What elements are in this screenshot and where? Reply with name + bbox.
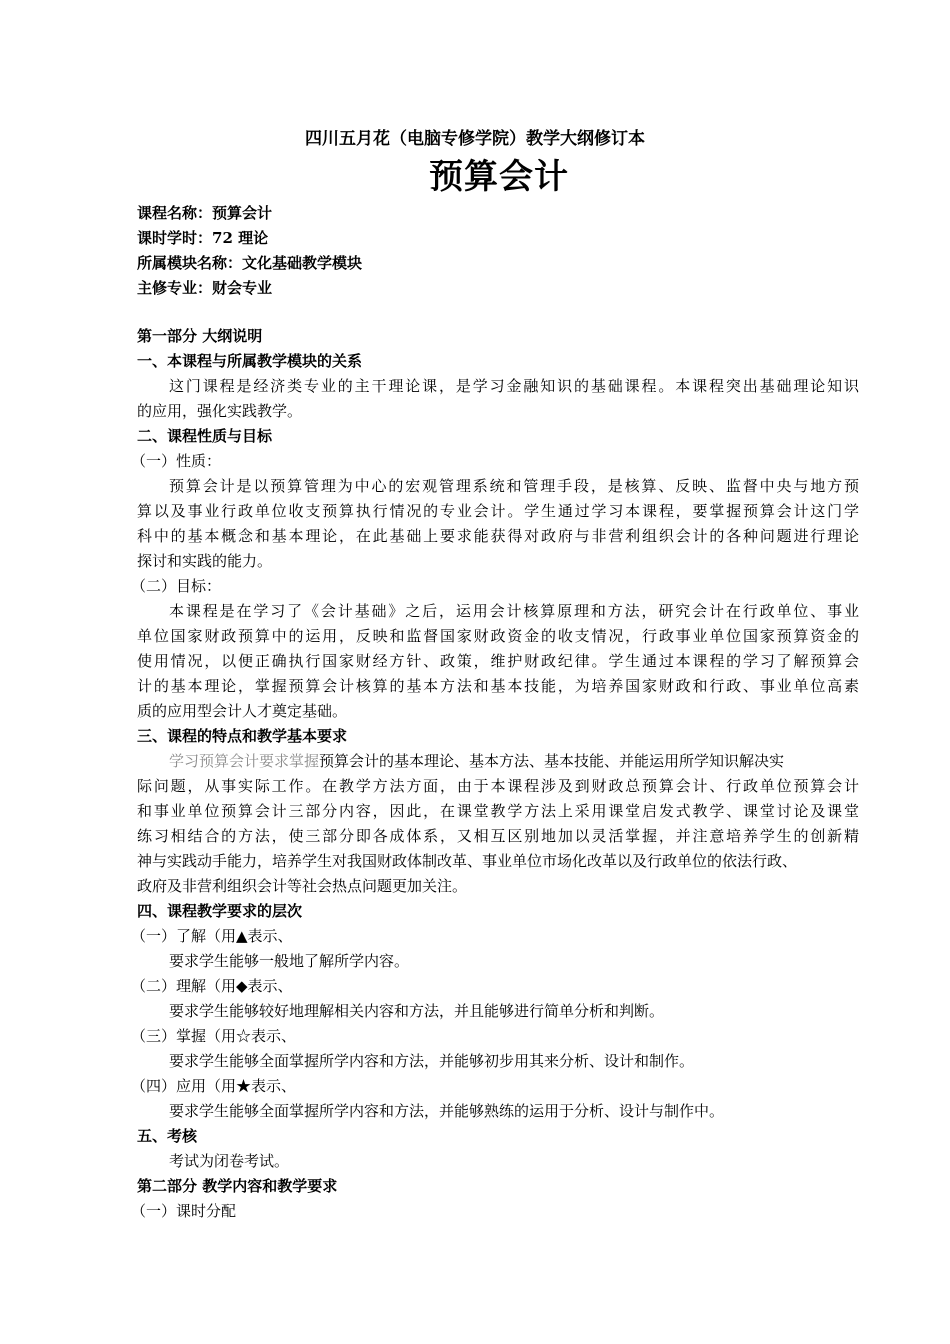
section2-heading: 二、课程性质与目标 <box>137 427 273 445</box>
section1-heading: 一、本课程与所属教学模块的关系 <box>137 352 363 370</box>
level-description: 要求学生能够全面掌握所学内容和方法，并能够熟练的运用于分析、设计与制作中。 <box>169 1102 725 1120</box>
course-meta <box>137 201 857 301</box>
section3-line-rest: 预算会计的基本理论、基本方法、基本技能、并能运用所学知识解决实 <box>319 752 785 770</box>
exam-text: 考试为闭卷考试。 <box>169 1152 290 1170</box>
nature-label: （一）性质： <box>131 452 222 470</box>
level-label: （三）掌握（用☆表示、 <box>131 1027 297 1045</box>
section3-paragraph-line: 和事业单位预算会计三部分内容，因此，在课堂教学方法上采用课堂启发式教学、课堂讨论及课堂 <box>137 802 859 820</box>
institution-title: 四川五月花（电脑专修学院）教学大纲修订本 <box>305 129 645 149</box>
part1-heading: 第一部分 大纲说明 <box>137 327 263 345</box>
section3-paragraph-line <box>137 749 859 774</box>
goal-paragraph-line: 质的应用型会计人才奠定基础。 <box>137 702 348 720</box>
goal-paragraph-line: 本课程是在学习了《会计基础》之后，运用会计核算原理和方法，研究会计在行政单位、事业 <box>169 602 859 620</box>
nature-paragraph-line: 算以及事业行政单位收支预算执行情况的专业会计。学生通过学习本课程，要掌握预算会计这门学 <box>137 502 859 520</box>
goal-label: （二）目标： <box>131 577 222 595</box>
level-label: （一）了解（用▲表示、 <box>131 927 293 945</box>
level-label: （四）应用（用★表示、 <box>131 1077 297 1095</box>
goal-paragraph-line: 单位国家财政预算中的运用，反映和监督国家财政资金的收支情况，行政事业单位国家预算资金的 <box>137 627 859 645</box>
section3-heading: 三、课程的特点和教学基本要求 <box>137 727 348 745</box>
part2-heading: 第二部分 教学内容和教学要求 <box>137 1177 338 1195</box>
course-major: 主修专业：财会专业 <box>137 279 273 297</box>
section4-heading: 四、课程教学要求的层次 <box>137 902 303 920</box>
level-description: 要求学生能够全面掌握所学内容和方法，并能够初步用其来分析、设计和制作。 <box>169 1052 695 1070</box>
course-hours: 课时学时：72 理论 <box>137 229 269 247</box>
section1-paragraph-line: 这门课程是经济类专业的主干理论课，是学习金融知识的基础课程。本课程突出基础理论知识 <box>169 377 859 395</box>
nature-paragraph-line: 科中的基本概念和基本理论，在此基础上要求能获得对政府与非营利组织会计的各种问题进行理论 <box>137 527 859 545</box>
level-description: 要求学生能够较好地理解相关内容和方法，并且能够进行简单分析和判断。 <box>169 1002 665 1020</box>
course-name: 课程名称：预算会计 <box>137 204 273 222</box>
nature-paragraph-line: 预算会计是以预算管理为中心的宏观管理系统和管理手段，是核算、反映、监督中央与地方预 <box>169 477 859 495</box>
highlighted-phrase: 学习预算会计要求掌握 <box>169 752 320 770</box>
nature-paragraph-line: 探讨和实践的能力。 <box>137 552 273 570</box>
document-body <box>131 324 859 1224</box>
section3-paragraph-line: 际问题，从事实际工作。在教学方法方面，由于本课程涉及到财政总预算会计、行政单位预算会计 <box>137 777 859 795</box>
hours-allocation-label: （一）课时分配 <box>131 1202 237 1220</box>
course-title: 预算会计 <box>429 157 569 197</box>
section3-paragraph-line: 练习相结合的方法，使三部分即各成体系，又相互区别地加以灵活掌握，并注意培养学生的创新精 <box>137 827 859 845</box>
section1-paragraph-line: 的应用，强化实践教学。 <box>137 402 303 420</box>
goal-paragraph-line: 使用情况，以便正确执行国家财经方针、政策，维护财政纪律。学生通过本课程的学习了解预算会 <box>137 652 859 670</box>
level-description: 要求学生能够一般地了解所学内容。 <box>169 952 410 970</box>
goal-paragraph-line: 计的基本理论，掌握预算会计核算的基本方法和基本技能，为培养国家财政和行政、事业单位高素 <box>137 677 859 695</box>
course-module: 所属模块名称：文化基础教学模块 <box>137 254 363 272</box>
level-label: （二）理解（用◆表示、 <box>131 977 293 995</box>
section5-heading: 五、考核 <box>137 1127 198 1145</box>
section3-paragraph-line: 神与实践动手能力，培养学生对我国财政体制改革、事业单位市场化改革以及行政单位的依法行政、 <box>137 852 798 870</box>
section3-paragraph-line: 政府及非营利组织会计等社会热点问题更加关注。 <box>137 877 468 895</box>
